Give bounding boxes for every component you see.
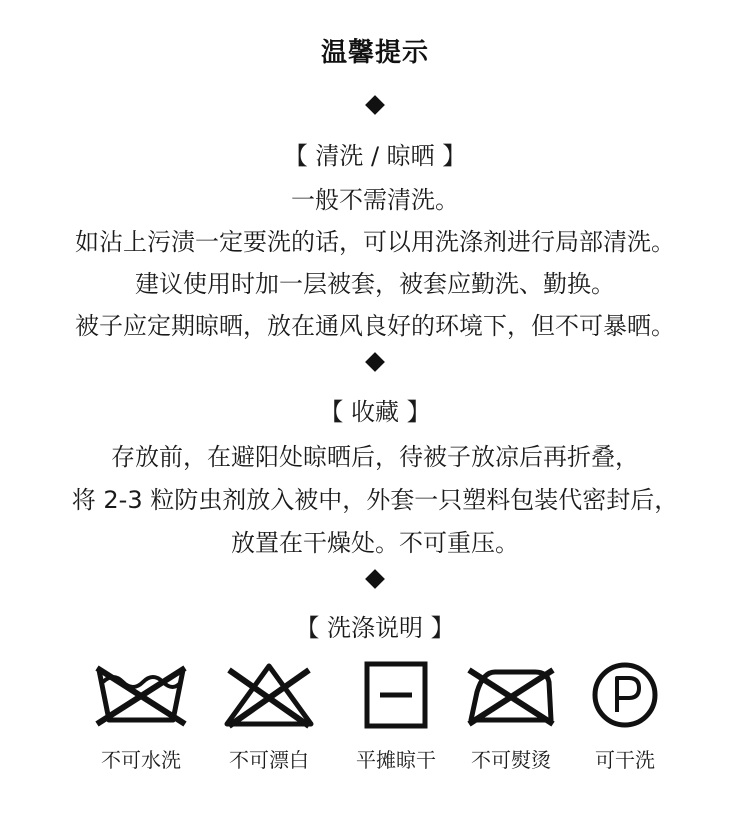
care-symbol-dry-flat bbox=[331, 660, 461, 773]
storage-line-3: 放置在干燥处。不可重压。 bbox=[231, 529, 519, 557]
care-symbol-no-iron bbox=[446, 660, 576, 773]
dry-clean-p-icon bbox=[575, 660, 675, 730]
no-wash-icon bbox=[91, 660, 191, 730]
symbol-label: 不可水洗 bbox=[101, 748, 181, 772]
symbol-label: 可干洗 bbox=[595, 748, 655, 772]
care-symbol-no-wash bbox=[76, 660, 206, 773]
no-iron-icon bbox=[461, 660, 561, 730]
care-symbol-no-bleach bbox=[204, 660, 334, 773]
care-heading: 【 洗涤说明 】 bbox=[295, 614, 455, 642]
no-bleach-icon bbox=[219, 660, 319, 730]
storage-line-2: 将 2-3 粒防虫剂放入被中，外套一只塑料包装代密封后， bbox=[71, 486, 679, 514]
symbol-label: 平摊晾干 bbox=[356, 748, 436, 772]
cleaning-line-2: 如沾上污渍一定要洗的话，可以用洗涤剂进行局部清洗。 bbox=[75, 228, 675, 256]
page-title: 温馨提示 bbox=[320, 38, 429, 68]
cleaning-line-4: 被子应定期晾晒，放在通风良好的环境下，但不可暴晒。 bbox=[75, 312, 675, 340]
diamond-divider-icon bbox=[365, 352, 385, 372]
cleaning-heading: 【 清洗 / 晾晒 】 bbox=[283, 142, 467, 170]
care-symbols bbox=[0, 660, 750, 780]
symbol-label: 不可熨烫 bbox=[471, 748, 551, 772]
care-symbol-dry-clean bbox=[560, 660, 690, 773]
storage-heading: 【 收藏 】 bbox=[319, 398, 431, 426]
diamond-divider-icon bbox=[365, 569, 385, 589]
dry-flat-icon bbox=[346, 660, 446, 730]
cleaning-line-1: 一般不需清洗。 bbox=[291, 186, 459, 214]
symbol-label: 不可漂白 bbox=[229, 748, 309, 772]
storage-line-1: 存放前，在避阳处晾晒后，待被子放凉后再折叠， bbox=[111, 443, 639, 471]
cleaning-line-3: 建议使用时加一层被套，被套应勤洗、勤换。 bbox=[135, 270, 615, 298]
diamond-divider-icon bbox=[365, 95, 385, 115]
